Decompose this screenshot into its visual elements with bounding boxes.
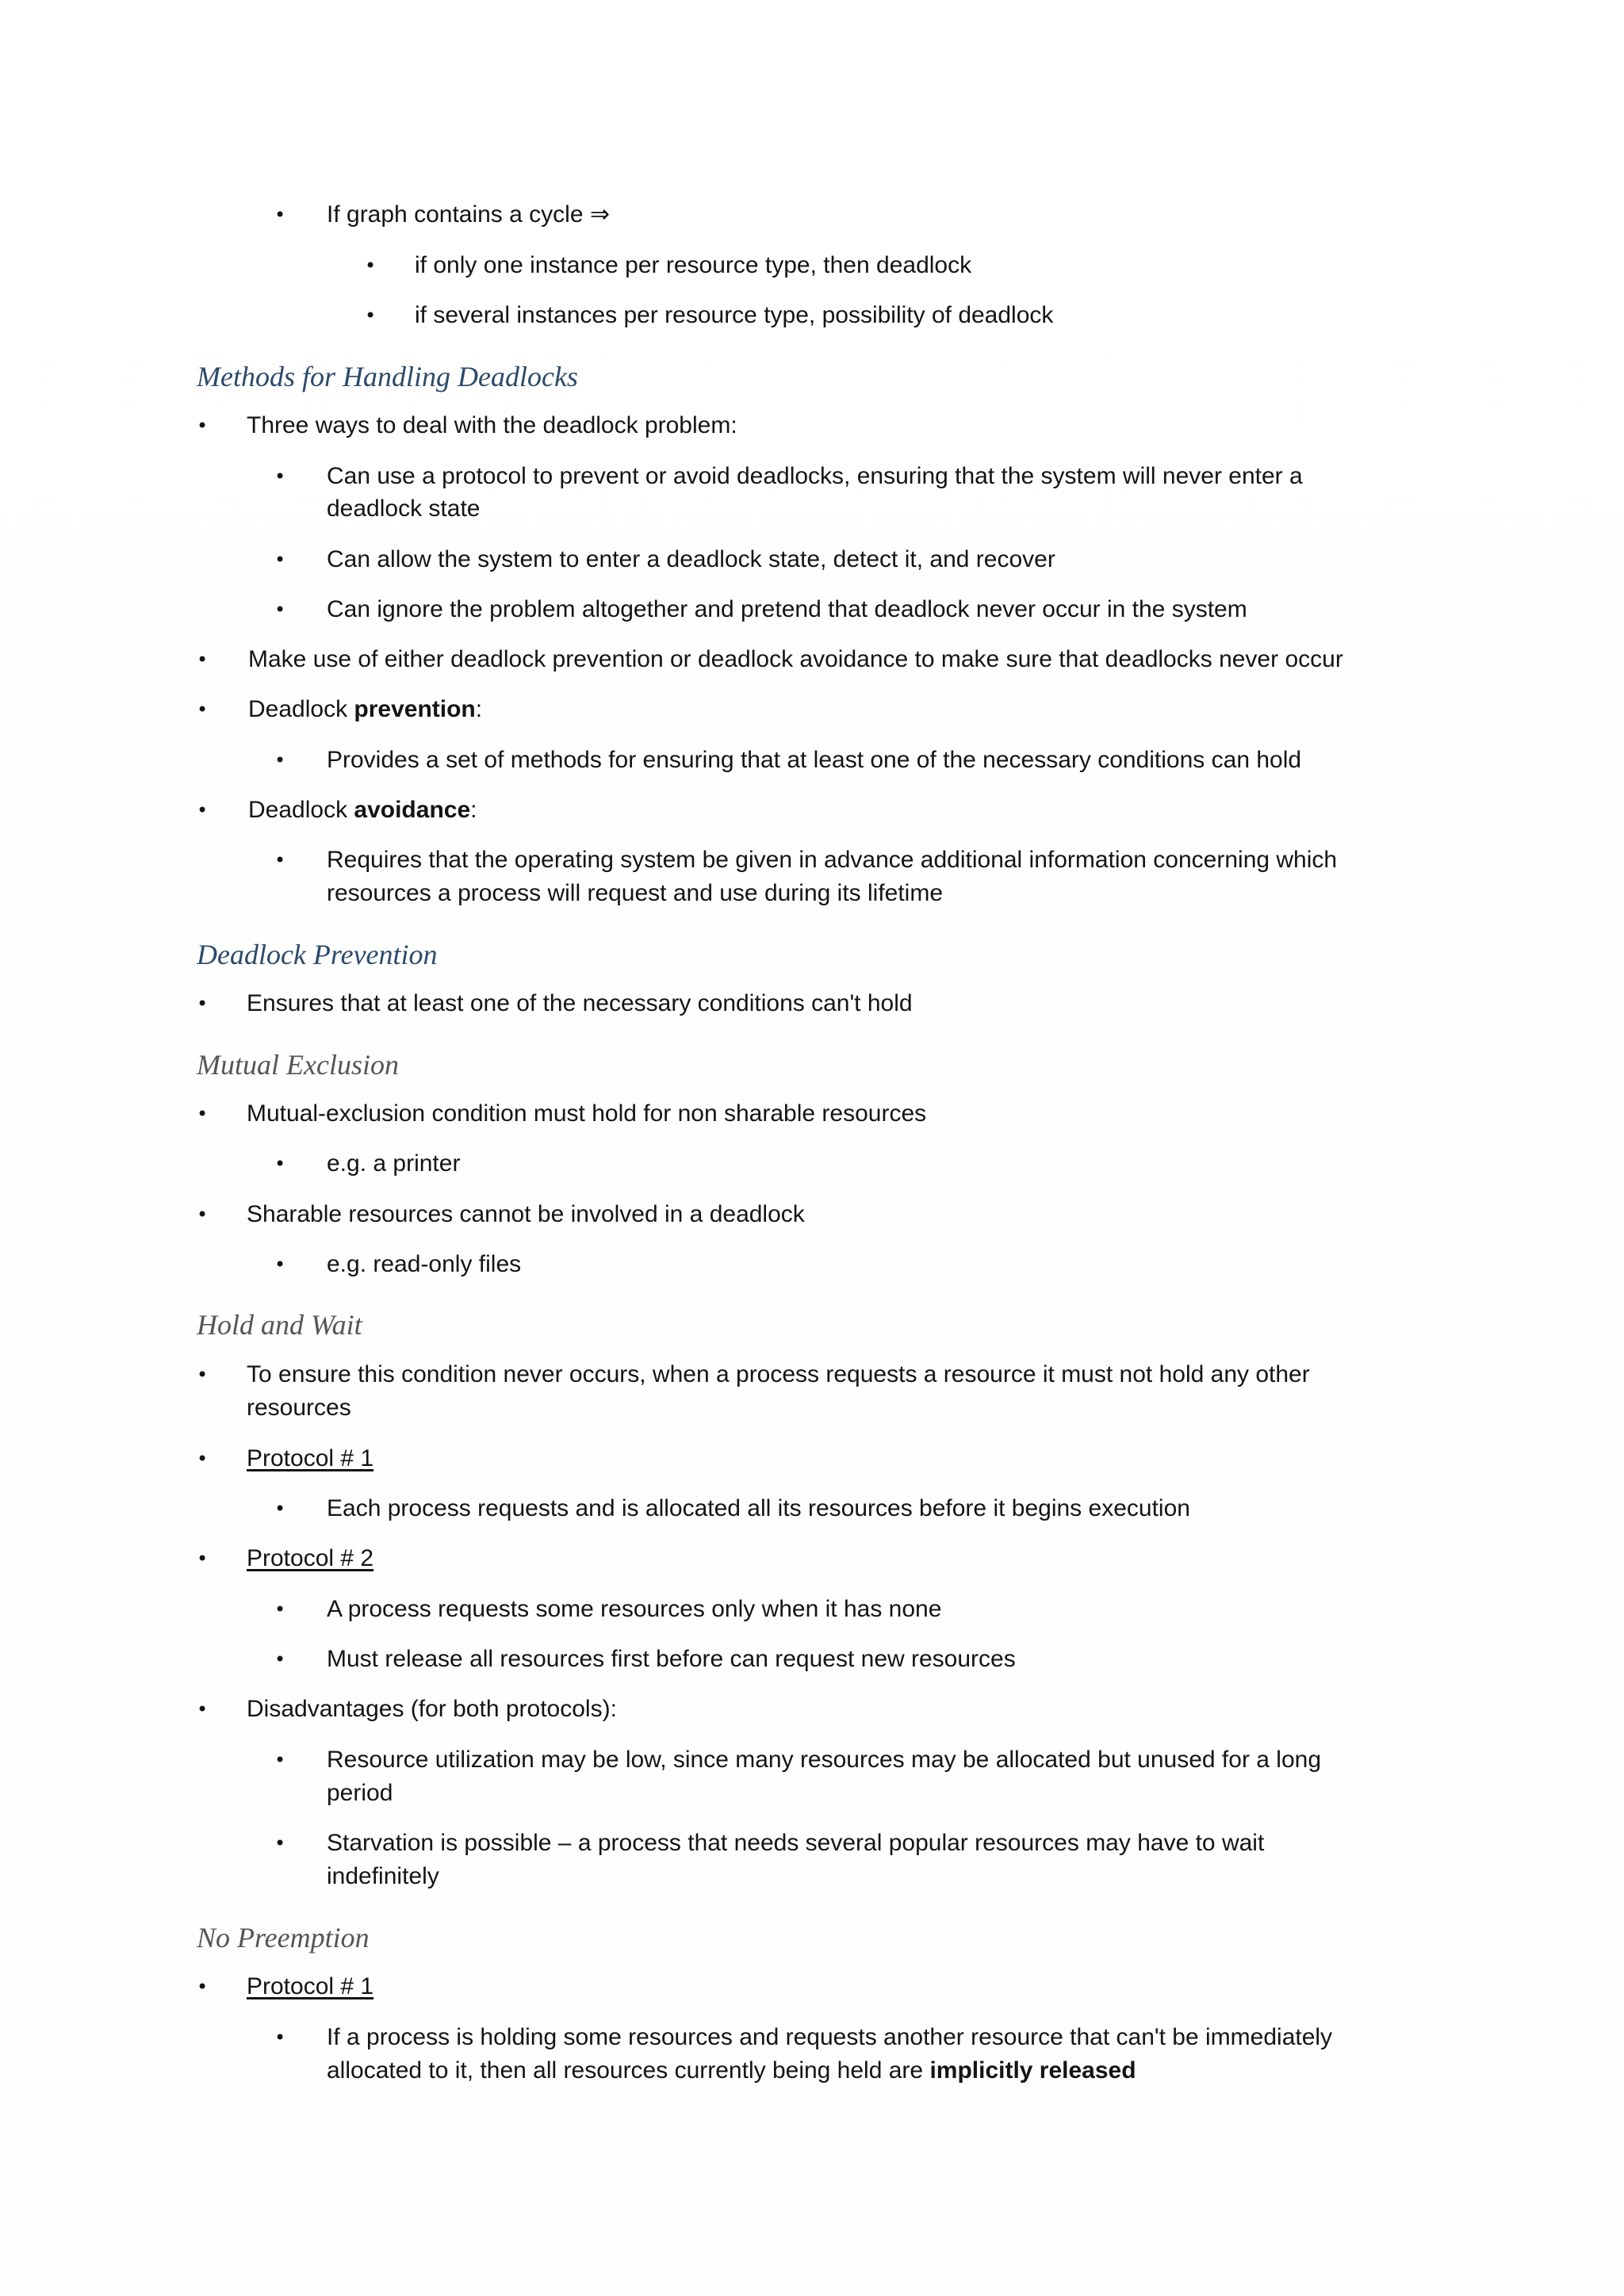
list-item: Disadvantages (for both protocols): xyxy=(247,1696,617,1722)
bullet: • xyxy=(197,1364,209,1386)
bullet: • xyxy=(197,1976,209,1998)
bullet: • xyxy=(365,304,377,327)
list-item: Mutual-exclusion condition must hold for non sharable resources xyxy=(247,1100,927,1127)
list-item-continuation: indefinitely xyxy=(327,1863,439,1889)
list-item xyxy=(247,1542,373,1575)
list-item: Ensures that at least one of the necessary conditions can't hold xyxy=(247,990,913,1016)
list-item: Can use a protocol to prevent or avoid deadlocks, ensuring that the system will never enter a xyxy=(327,463,1303,489)
subsection-heading-hold-and-wait: Hold and Wait xyxy=(197,1309,362,1341)
bullet: • xyxy=(274,1498,286,1520)
list-item: Starvation is possible – a process that needs several popular resources may have to wait xyxy=(327,1830,1265,1856)
section-heading-methods: Methods for Handling Deadlocks xyxy=(197,361,578,392)
list-item: Must release all resources first before can request new resources xyxy=(327,1646,1016,1672)
underlined-label: Protocol # 2 xyxy=(247,1545,374,1571)
list-item: A process requests some resources only when it has none xyxy=(327,1596,942,1622)
bullet: • xyxy=(365,254,377,277)
list-item: Each process requests and is allocated all its resources before it begins execution xyxy=(327,1495,1190,1521)
list-item: Deadlock prevention: xyxy=(248,696,483,722)
bullet: • xyxy=(274,1153,286,1175)
bullet: • xyxy=(274,1749,286,1771)
list-item: Requires that the operating system be given in advance additional information concerning which xyxy=(327,847,1338,873)
bullet: • xyxy=(274,465,286,488)
bullet: • xyxy=(274,1832,286,1854)
list-item: Three ways to deal with the deadlock problem: xyxy=(247,412,737,438)
bullet: • xyxy=(197,1448,209,1470)
list-item: Can ignore the problem altogether and pretend that deadlock never occur in the system xyxy=(327,596,1247,622)
bullet: • xyxy=(274,1253,286,1276)
list-item xyxy=(247,1442,373,1475)
bullet: • xyxy=(274,1648,286,1670)
bullet: • xyxy=(274,749,286,771)
list-item: e.g. a printer xyxy=(327,1150,461,1177)
list-item: Sharable resources cannot be involved in a deadlock xyxy=(247,1201,805,1227)
list-item: To ensure this condition never occurs, when a process requests a resource it must not hold any other xyxy=(247,1361,1310,1387)
list-item: e.g. read-only files xyxy=(327,1251,522,1277)
list-item: Resource utilization may be low, since many resources may be allocated but unused for a long xyxy=(327,1747,1322,1773)
emphasis-text: prevention xyxy=(354,696,476,722)
list-item: Can allow the system to enter a deadlock state, detect it, and recover xyxy=(327,546,1055,572)
bullet: • xyxy=(274,1598,286,1621)
bullet: • xyxy=(197,698,209,721)
underlined-label: Protocol # 1 xyxy=(247,1973,374,1999)
list-item: if several instances per resource type, possibility of deadlock xyxy=(415,302,1054,328)
bullet: • xyxy=(197,799,209,821)
list-item: Deadlock avoidance: xyxy=(248,797,477,823)
bullet: • xyxy=(197,1698,209,1720)
list-item xyxy=(247,1970,373,2003)
list-item: If graph contains a cycle ⇒ xyxy=(327,201,610,228)
bullet: • xyxy=(197,649,209,671)
list-item-continuation: deadlock state xyxy=(327,496,481,522)
list-item: if only one instance per resource type, then deadlock xyxy=(415,252,972,278)
bullet: • xyxy=(197,993,209,1015)
emphasis-text: implicitly released xyxy=(929,2057,1136,2084)
bullet: • xyxy=(274,849,286,871)
underlined-label: Protocol # 1 xyxy=(247,1445,374,1471)
list-item-continuation: allocated to it, then all resources currently being held are implicitly released xyxy=(327,2057,1136,2084)
bullet: • xyxy=(197,415,209,437)
section-heading-prevention: Deadlock Prevention xyxy=(197,939,438,970)
bullet: • xyxy=(197,1203,209,1226)
list-item-continuation: period xyxy=(327,1780,393,1806)
bullet: • xyxy=(274,204,286,226)
list-item-continuation: resources xyxy=(247,1395,351,1421)
subsection-heading-mutual-exclusion: Mutual Exclusion xyxy=(197,1049,399,1081)
bullet: • xyxy=(197,1548,209,1570)
list-item: Make use of either deadlock prevention or deadlock avoidance to make sure that deadlocks never occur xyxy=(248,646,1343,672)
emphasis-text: avoidance xyxy=(354,797,471,823)
list-item: If a process is holding some resources and requests another resource that can't be immediately xyxy=(327,2024,1333,2050)
list-item-continuation: resources a process will request and use during its lifetime xyxy=(327,880,944,906)
bullet: • xyxy=(274,599,286,621)
bullet: • xyxy=(274,549,286,571)
subsection-heading-no-preemption: No Preemption xyxy=(197,1922,370,1954)
bullet: • xyxy=(197,1103,209,1125)
list-item: Provides a set of methods for ensuring that at least one of the necessary conditions can hold xyxy=(327,747,1302,773)
bullet: • xyxy=(274,2026,286,2049)
